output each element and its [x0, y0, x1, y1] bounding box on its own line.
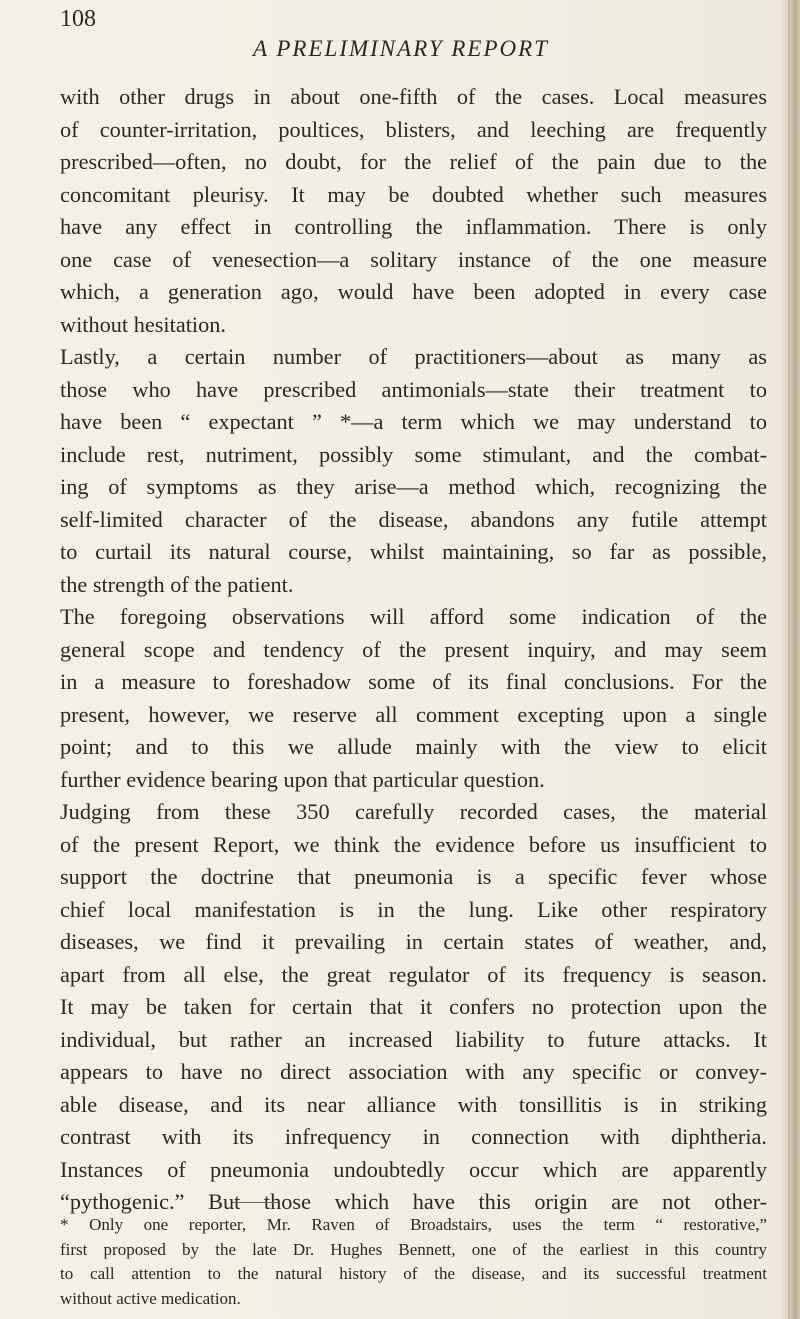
text-line: individual, but rather an increased liability to future attacks. It — [60, 1026, 767, 1052]
text-line: those who have prescribed antimonials—state their treatment to — [60, 376, 767, 402]
text-line: diseases, we find it prevailing in certain states of weather, and, — [60, 929, 767, 954]
page-number: 108 — [60, 6, 96, 32]
footnote-line: first proposed by the late Dr. Hughes Bennett, one of the earliest in this country — [60, 1239, 767, 1259]
text-line: contrast with its infrequency in connection with diphtheria. — [60, 1124, 767, 1149]
text-line: include rest, nutriment, possibly some stimulant, and the combat- — [60, 441, 767, 467]
text-line: without hesitation. — [60, 311, 226, 337]
text-line: Judging from these 350 carefully recorded cases, the material — [60, 799, 767, 824]
text-line: one case of venesection—a solitary instance of the one measure — [60, 246, 767, 272]
page-header — [60, 0, 760, 60]
text-line: which, a generation ago, would have been adopted in every case — [60, 279, 767, 304]
text-line: general scope and tendency of the present inquiry, and may seem — [60, 636, 767, 662]
text-line: self-limited character of the disease, abandons any futile attempt — [60, 506, 767, 532]
text-line: in a measure to foreshadow some of its final conclusions. For the — [60, 669, 767, 694]
text-line: with other drugs in about one-fifth of the cases. Local measures — [60, 84, 767, 109]
text-line: prescribed—often, no doubt, for the relief of the pain due to the — [60, 149, 767, 174]
footnote-line: * Only one reporter, Mr. Raven of Broadstairs, uses the term “ restorative,” — [60, 1215, 767, 1234]
text-line: The foregoing observations will afford some indication of the — [60, 604, 767, 629]
running-head: A PRELIMINARY REPORT — [253, 36, 549, 61]
text-line: of counter-irritation, poultices, blisters, and leeching are frequently — [60, 116, 767, 142]
body-text — [60, 81, 767, 1219]
text-line: Instances of pneumonia undoubtedly occur which are apparently — [60, 1156, 767, 1182]
text-line: present, however, we reserve all comment excepting upon a single — [60, 701, 767, 727]
text-line: have been “ expectant ” *—a term which we may understand to — [60, 409, 767, 434]
footnote-line: without active medication. — [60, 1288, 241, 1308]
text-line: of the present Report, we think the evidence before us insufficient to — [60, 831, 767, 857]
text-line: apart from all else, the great regulator of its frequency is season. — [60, 961, 767, 987]
text-line: concomitant pleurisy. It may be doubted whether such measures — [60, 181, 767, 207]
text-line: “pythogenic.” But those which have this origin are not other- — [60, 1189, 767, 1214]
text-line: appears to have no direct association with any specific or convey- — [60, 1059, 767, 1084]
footnote — [60, 1213, 767, 1311]
text-line: chief local manifestation is in the lung. Like other respiratory — [60, 896, 767, 922]
text-line: It may be taken for certain that it confers no protection upon the — [60, 994, 767, 1019]
text-line: ing of symptoms as they arise—a method which, recognizing the — [60, 474, 767, 499]
text-line: point; and to this we allude mainly with the view to elicit — [60, 734, 767, 759]
text-line: to curtail its natural course, whilst maintaining, so far as possible, — [60, 539, 767, 564]
text-line: the strength of the patient. — [60, 571, 294, 597]
page-edge-shadow — [782, 0, 800, 1319]
footnote-divider — [232, 1202, 278, 1203]
text-line: Lastly, a certain number of practitioners—about as many as — [60, 344, 767, 369]
text-line: further evidence bearing upon that particular question. — [60, 766, 545, 792]
footnote-line: to call attention to the natural history of the disease, and its successful treatment — [60, 1264, 767, 1283]
text-line: have any effect in controlling the inflammation. There is only — [60, 214, 767, 239]
text-line: support the doctrine that pneumonia is a specific fever whose — [60, 864, 767, 889]
text-line: able disease, and its near alliance with tonsillitis is in striking — [60, 1091, 767, 1117]
